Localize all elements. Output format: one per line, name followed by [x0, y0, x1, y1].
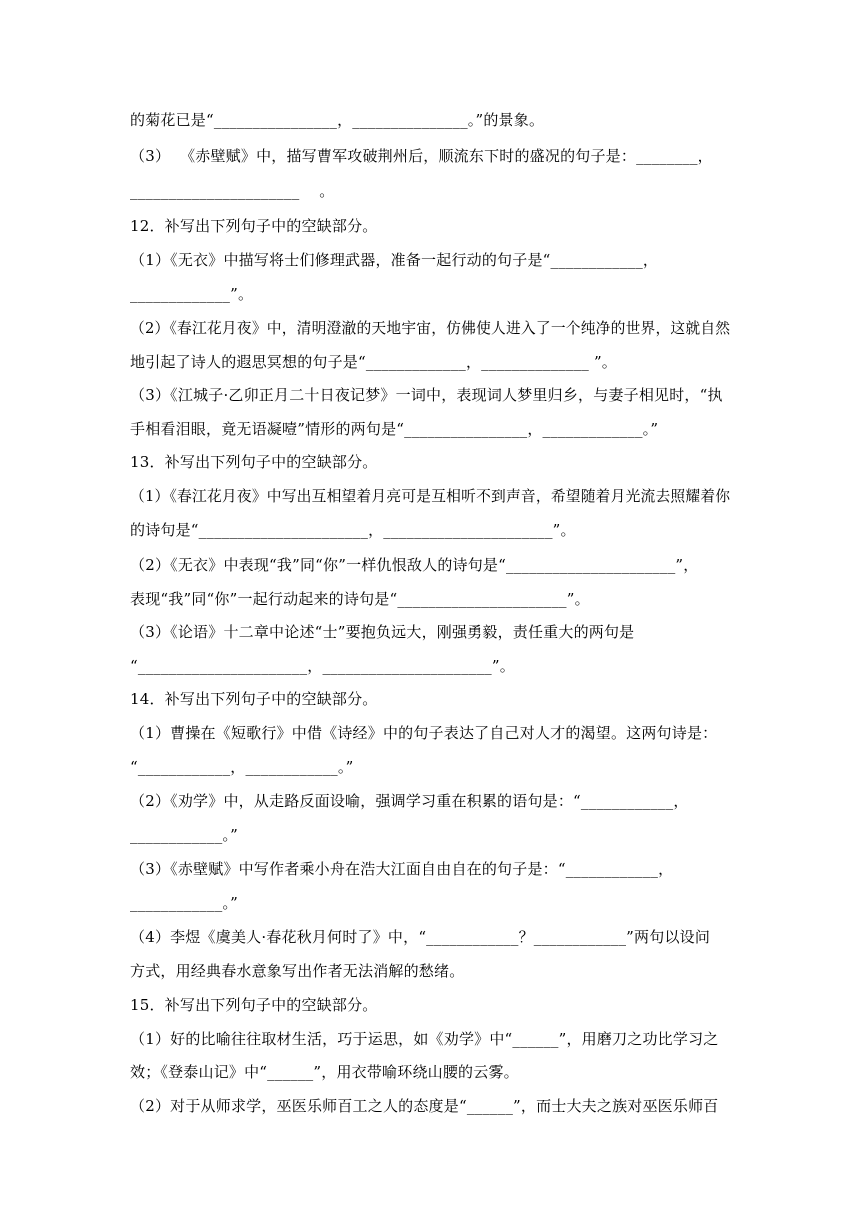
- text-line: （2）《春江花月夜》中，清明澄澈的天地宇宙，仿佛使人进入了一个纯净的世界，这就自然: [130, 319, 731, 337]
- text-line: 方式，用经典春水意象写出作者无法消解的愁绪。: [130, 962, 465, 980]
- question-heading: 14．补写出下列句子中的空缺部分。: [130, 690, 378, 708]
- text-line: （1）好的比喻往往取材生活，巧于运思，如《劝学》中“______”，用磨刀之功比学习之: [130, 1030, 719, 1048]
- text-line: 效；《登泰山记》中“______”，用衣带喻环绕山腰的云雾。: [130, 1063, 519, 1081]
- text-line: （2）《无衣》中表现“我”同“你”一样仇恨敌人的诗句是“______________________”，: [130, 556, 699, 574]
- text-line: （1）《无衣》中描写将士们修理武器，准备一起行动的句子是“____________，: [130, 251, 659, 269]
- text-line: （1）《春江花月夜》中写出互相望着月亮可是互相听不到声音，希望随着月光流去照耀着你: [130, 487, 731, 505]
- text-line: （3） 《赤壁赋》中，描写曹军攻破荆州后，顺流东下时的盛况的句子是：________，: [130, 147, 713, 165]
- text-line: 手相看泪眼，竟无语凝噎”情形的两句是“________________，_____________。”: [130, 420, 659, 438]
- text-line: ____________。”: [130, 826, 238, 844]
- text-line: 表现“我”同“你”一起行动起来的诗句是“______________________”。: [130, 590, 590, 608]
- text-line: ____________。”: [130, 894, 238, 912]
- question-heading: 15．补写出下列句子中的空缺部分。: [130, 996, 378, 1014]
- text-line: （1）曹操在《短歌行》中借《诗经》中的句子表达了自己对人才的渴望。这两句诗是：: [130, 724, 718, 742]
- text-line: ______________________ 。: [130, 182, 335, 200]
- text-line: （3）《论语》十二章中论述“士”要抱负远大，刚强勇毅，责任重大的两句是: [130, 623, 635, 641]
- text-line: 的菊花已是“________________，_______________。”的景象。: [130, 111, 545, 129]
- text-line: （3）《江城子·乙卯正月二十日夜记梦》一词中，表现词人梦里归乡，与妻子相见时，“执: [130, 386, 723, 404]
- question-heading: 12．补写出下列句子中的空缺部分。: [130, 217, 378, 235]
- text-line: （3）《赤壁赋》中写作者乘小舟在浩大江面自由自在的句子是：“____________，: [130, 860, 674, 878]
- text-line: _____________”。: [130, 285, 254, 303]
- text-line: 的诗句是“______________________，______________________”。: [130, 521, 576, 539]
- text-line: 地引起了诗人的遐思冥想的句子是“_____________，______________ ”。: [130, 353, 618, 371]
- text-line: “______________________，______________________”。: [130, 657, 515, 675]
- text-line: （4）李煜《虞美人·春花秋月何时了》中，“____________？____________”两句以设问: [130, 928, 711, 946]
- text-line: （2）对于从师求学，巫医乐师百工之人的态度是“______”，而士大夫之族对巫医乐师百: [130, 1097, 719, 1115]
- text-line: “____________，____________。”: [130, 758, 354, 776]
- text-line: （2）《劝学》中，从走路反面设喻，强调学习重在积累的语句是：“____________，: [130, 792, 689, 810]
- question-heading: 13．补写出下列句子中的空缺部分。: [130, 453, 378, 471]
